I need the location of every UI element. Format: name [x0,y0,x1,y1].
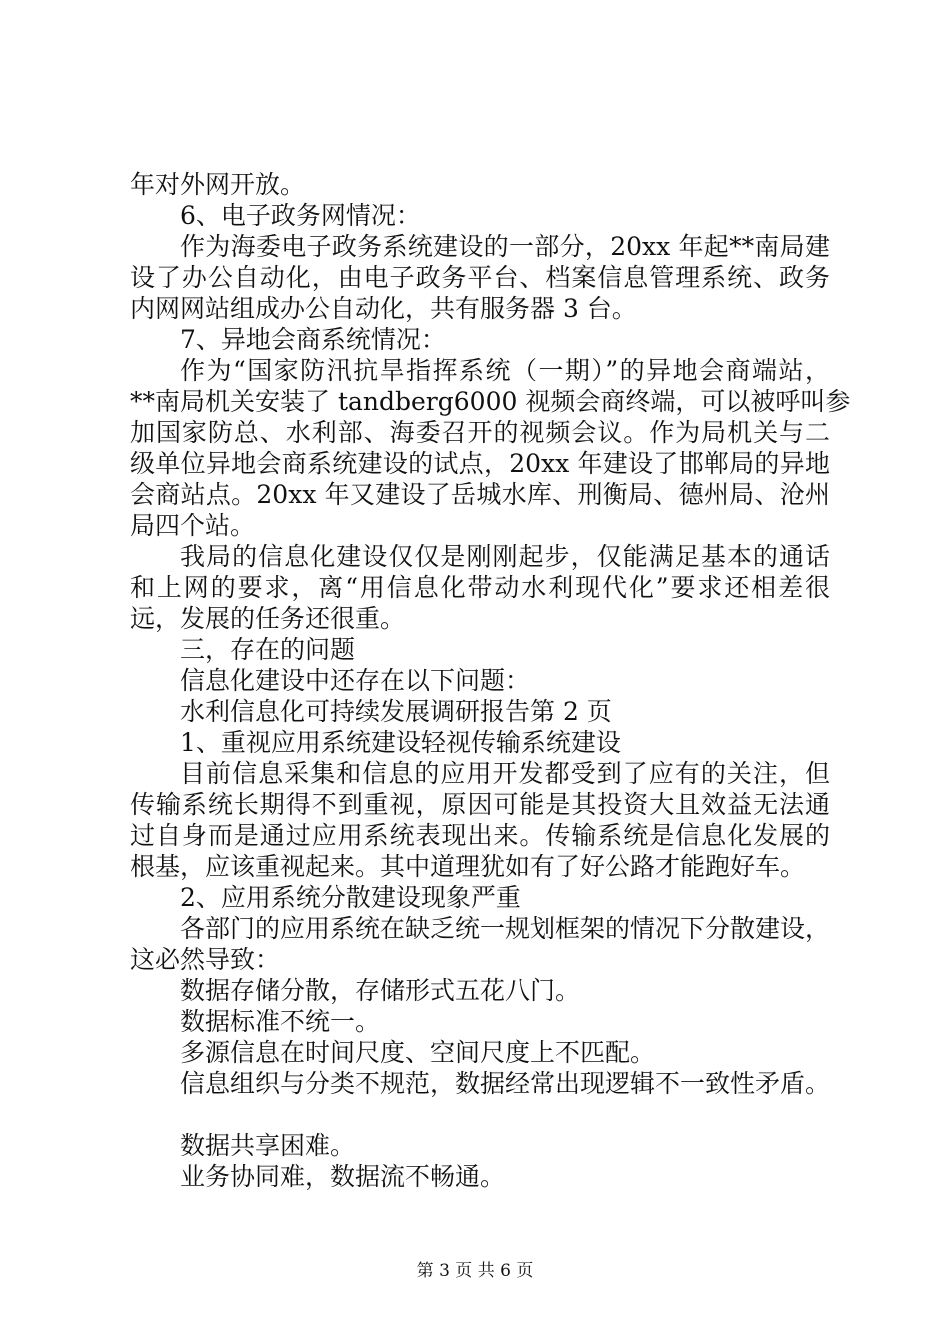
paragraph-line: 水利信息化可持续发展调研报告第 2 页 [180,697,612,726]
document-body [130,169,851,1192]
paragraph-line: 作为“国家防汛抗旱指挥系统（一期）”的异地会商端站， [180,356,830,385]
paragraph-line: 数据共享困难。 [180,1131,356,1160]
page-footer: 第 3 页 共 6 页 [416,1261,534,1281]
paragraph-line: **南局机关安装了 tandberg6000 视频会商终端，可以被呼叫参 [130,387,851,416]
paragraph-line: 多源信息在时间尺度、空间尺度上不匹配。 [180,1038,656,1067]
paragraph-line: 6、电子政务网情况： [180,201,421,230]
paragraph-line: 目前信息采集和信息的应用开发都受到了应有的关注，但 [180,759,830,788]
paragraph-line: 会商站点。20xx 年又建设了岳城水库、刑衡局、德州局、沧州 [130,480,830,509]
paragraph-line: 传输系统长期得不到重视，原因可能是其投资大且效益无法通 [130,790,830,819]
paragraph-line: 我局的信息化建设仅仅是刚刚起步，仅能满足基本的通话 [180,542,830,571]
paragraph-line: 远，发展的任务还很重。 [130,604,406,633]
paragraph-line: 和上网的要求，离“用信息化带动水利现代化”要求还相差很 [130,573,830,602]
paragraph-line: 业务协同难，数据流不畅通。 [180,1162,506,1191]
paragraph-line: 2、应用系统分散建设现象严重 [180,883,521,912]
blank-line [130,1099,830,1130]
paragraph-line: 年对外网开放。 [130,170,306,199]
paragraph-line: 这必然导致： [130,945,281,974]
paragraph-line: 内网网站组成办公自动化，共有服务器 3 台。 [130,294,637,323]
paragraph-line: 加国家防总、水利部、海委召开的视频会议。作为局机关与二 [130,418,830,447]
paragraph-line: 1、重视应用系统建设轻视传输系统建设 [180,728,621,757]
paragraph-line: 7、异地会商系统情况： [180,325,446,354]
paragraph-line: 三，存在的问题 [180,635,356,664]
paragraph-line: 局四个站。 [130,511,256,540]
paragraph-line: 级单位异地会商系统建设的试点，20xx 年建设了邯郸局的异地 [130,449,830,478]
paragraph-line: 数据存储分散，存储形式五花八门。 [180,976,581,1005]
paragraph-line: 作为海委电子政务系统建设的一部分，20xx 年起**南局建 [180,232,830,261]
paragraph-line: 设了办公自动化，由电子政务平台、档案信息管理系统、政务 [130,263,830,292]
paragraph-line: 过自身而是通过应用系统表现出来。传输系统是信息化发展的 [130,821,830,850]
paragraph-line: 根基，应该重视起来。其中道理犹如有了好公路才能跑好车。 [130,852,806,881]
paragraph-line: 信息化建设中还存在以下问题： [180,666,531,695]
paragraph-line: 信息组织与分类不规范，数据经常出现逻辑不一致性矛盾。 [180,1069,831,1098]
paragraph-line: 数据标准不统一。 [180,1007,381,1036]
paragraph-line: 各部门的应用系统在缺乏统一规划框架的情况下分散建设， [180,914,831,943]
